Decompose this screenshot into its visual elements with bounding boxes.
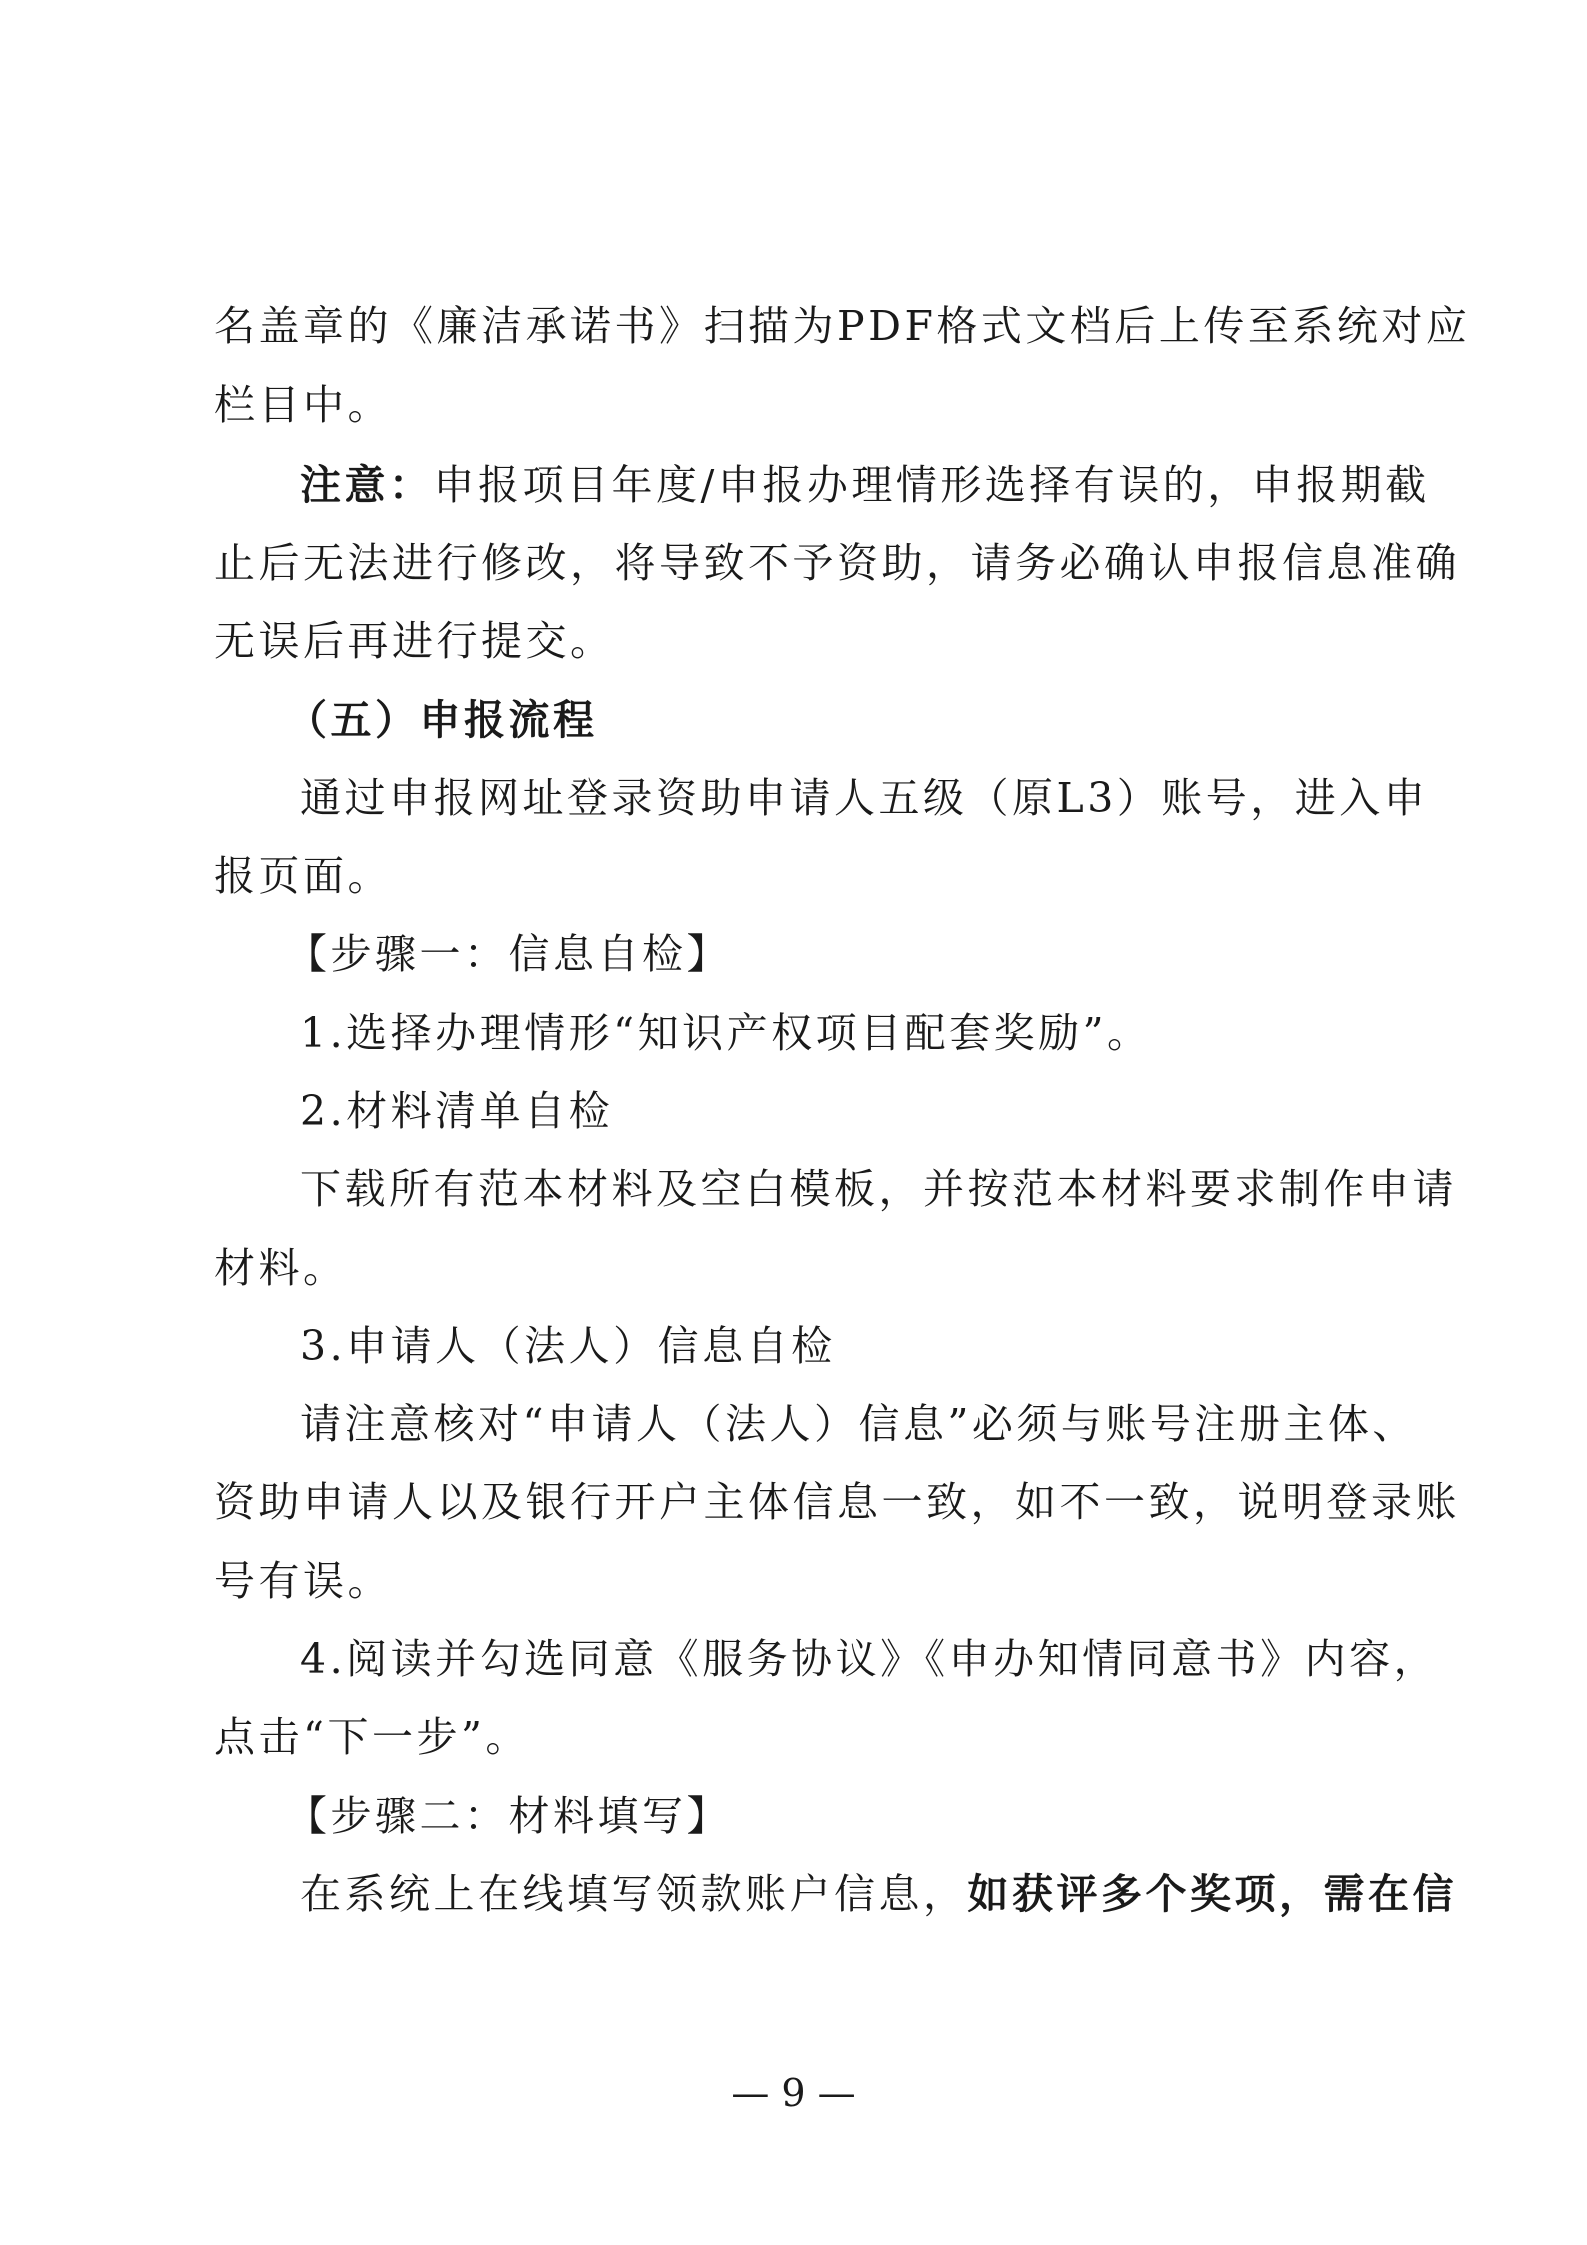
paragraph-line	[214, 1472, 1460, 1532]
paragraph-line	[214, 611, 1389, 671]
paragraph-line	[214, 1238, 1389, 1298]
line-text: 2.材料清单自检	[300, 1087, 614, 1135]
step-heading-text: 【步骤二：材料填写】	[286, 1792, 731, 1840]
paragraph-line	[300, 768, 1429, 828]
line-text: 3.申请人（法人）信息自检	[300, 1322, 836, 1370]
emphasis-text: 如获评多个奖项，需在信	[967, 1870, 1457, 1918]
line-text: 点击“下一步”。	[214, 1713, 530, 1761]
section-heading	[286, 690, 1376, 750]
line-text: 栏目中。	[214, 381, 392, 429]
step-heading	[286, 1786, 1386, 1846]
paragraph-line	[300, 1394, 1417, 1454]
line-text: 无误后再进行提交。	[214, 617, 615, 665]
line-text: 止后无法进行修改，将导致不予资助，请务必确认申报信息准确	[214, 539, 1460, 587]
step-heading	[286, 924, 1386, 984]
list-item	[300, 1316, 1390, 1376]
page-number: — 9 —	[731, 2071, 856, 2115]
line-text: 在系统上在线填写领款账户信息，	[300, 1870, 968, 1918]
paragraph-line	[214, 533, 1460, 593]
line-text: 申报项目年度/申报办理情形选择有误的，申报期截	[433, 461, 1430, 509]
line-text: 请注意核对“申请人（法人）信息”必须与账号注册主体、	[300, 1400, 1417, 1448]
list-item	[300, 1003, 1390, 1063]
paragraph-line	[214, 375, 1389, 435]
paragraph-line	[214, 846, 1389, 906]
paragraph-line	[214, 1707, 1389, 1767]
notice-label: 注意：	[300, 461, 434, 509]
line-text: 1.选择办理情形“知识产权项目配套奖励”。	[300, 1009, 1152, 1057]
paragraph-line	[214, 296, 1471, 356]
line-text: 材料。	[214, 1244, 348, 1292]
line-text: 号有误。	[214, 1557, 392, 1605]
line-text: 资助申请人以及银行开户主体信息一致，如不一致，说明登录账	[214, 1478, 1460, 1526]
line-text: 4.阅读并勾选同意《服务协议》《申办知情同意书》内容，	[300, 1635, 1439, 1683]
line-text: 报页面。	[214, 852, 392, 900]
paragraph-line	[300, 1159, 1457, 1219]
line-text: 名盖章的《廉洁承诺书》扫描为PDF格式文档后上传至系统对应	[214, 302, 1471, 350]
line-text: 下载所有范本材料及空白模板，并按范本材料要求制作申请	[300, 1165, 1457, 1213]
section-heading-text: （五）申报流程	[286, 696, 598, 744]
paragraph-line	[214, 1551, 1389, 1611]
list-item	[300, 1629, 1439, 1689]
line-text: 通过申报网址登录资助申请人五级（原L3）账号，进入申	[300, 774, 1429, 822]
step-heading-text: 【步骤一：信息自检】	[286, 930, 731, 978]
notice-line	[300, 455, 1430, 515]
paragraph-line	[300, 1864, 1457, 1924]
list-item	[300, 1081, 1390, 1141]
